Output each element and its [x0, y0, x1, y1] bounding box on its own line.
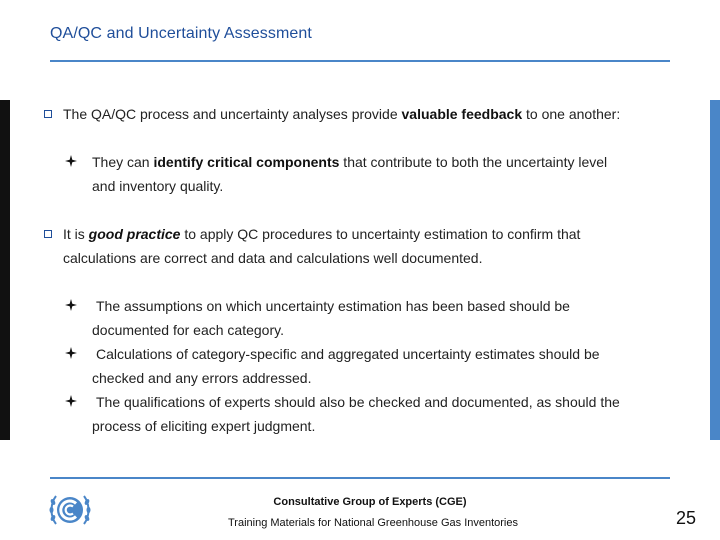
right-edge-bar — [710, 100, 720, 440]
page-number: 25 — [676, 508, 697, 528]
diamond-bullet-icon — [65, 347, 77, 359]
sub-bullet-text: The assumptions on which uncertainty estimation has been based should be — [96, 298, 570, 314]
bullet-text-cont: calculations are correct and data and calculations well documented. — [63, 250, 483, 266]
sub-bullet-text-cont: checked and any errors addressed. — [92, 370, 312, 386]
footer-organization: Consultative Group of Experts (CGE) — [273, 496, 467, 508]
diamond-bullet-icon — [65, 395, 77, 407]
left-edge-bar — [0, 100, 10, 440]
footer-subtitle: Training Materials for National Greenhouse Gas Inventories — [227, 517, 518, 529]
footer-divider — [50, 477, 670, 479]
sub-bullet-text: Calculations of category-specific and aggregated uncertainty estimates should be — [96, 346, 600, 362]
square-bullet-icon — [44, 230, 52, 238]
sub-bullet-text-cont: and inventory quality. — [92, 178, 224, 194]
bullet-text: The QA/QC process and uncertainty analyses provide valuable feedback to one another: — [63, 106, 621, 122]
diamond-bullet-icon — [65, 155, 77, 167]
diamond-bullet-icon — [65, 299, 77, 311]
bullet-text: It is good practice to apply QC procedures to uncertainty estimation to confirm that — [63, 226, 581, 242]
sub-bullet-text: The qualifications of experts should also be checked and documented, as should the — [96, 394, 620, 410]
header-divider — [50, 60, 670, 62]
sub-bullet-text: They can identify critical components that contribute to both the uncertainty level — [92, 154, 608, 170]
page-title: QA/QC and Uncertainty Assessment — [50, 25, 312, 42]
square-bullet-icon — [44, 110, 52, 118]
sub-bullet-text-cont: documented for each category. — [92, 322, 284, 338]
sub-bullet-text-cont: process of eliciting expert judgment. — [92, 418, 316, 434]
